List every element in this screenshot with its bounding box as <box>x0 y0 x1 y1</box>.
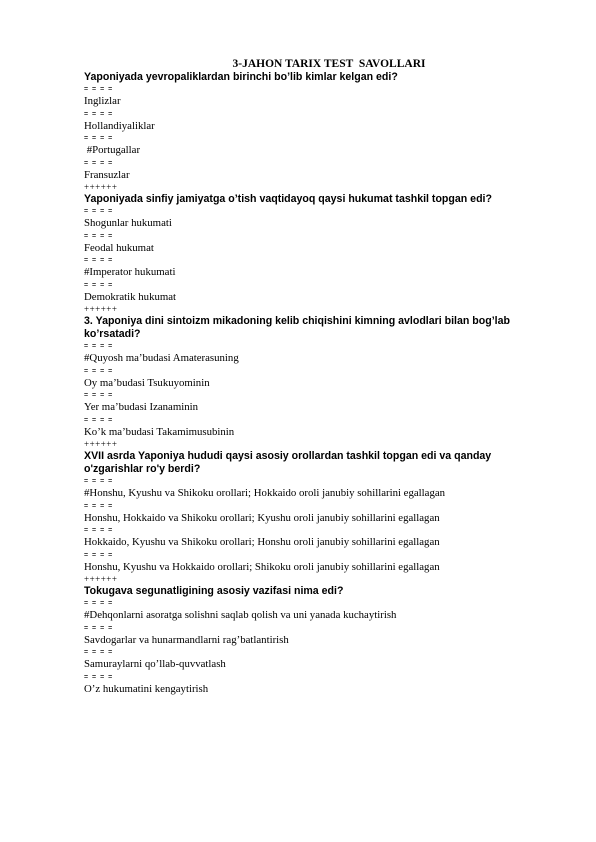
answer-separator: = = = = <box>84 478 114 485</box>
answer-option: Feodal hukumat <box>84 241 154 254</box>
answer-separator: = = = = <box>84 551 114 559</box>
question-text: Tokugava segunatligining asosiy vazifasi nima edi? <box>84 585 344 597</box>
answer-separator: = = = = <box>84 367 114 375</box>
answer-option: Honshu, Kyushu va Hokkaido orollari; Shikoku oroli janubiy sohillarini egallagan <box>84 560 440 573</box>
answer-separator: = = = = <box>84 502 114 510</box>
answer-option: Savdogarlar va hunarmandlarni rag’batlantirish <box>84 633 289 646</box>
answer-separator: = = = = <box>84 257 114 264</box>
question-text: 3. Yaponiya dini sintoizm mikadoning kelib chiqishini kimning avlodlari bilan bog’lab ko’rsatadi? <box>84 315 510 340</box>
answer-separator: = = = = <box>84 416 114 424</box>
answer-option: #Quyosh ma’budasi Amaterasuning <box>84 352 239 364</box>
answer-separator: = = = = <box>84 600 114 607</box>
question-text: Yaponiyada sinfiy jamiyatga o’tish vaqtidayoq qaysi hukumat tashkil topgan edi? <box>84 193 492 205</box>
answer-option: #Portugallar <box>84 144 141 156</box>
answer-option: #Honshu, Kyushu va Shikoku orollari; Hokkaido oroli janubiy sohillarini egallagan <box>84 487 446 499</box>
question-text: Yaponiyada yevropaliklardan birinchi bo’lib kimlar kelgan edi? <box>84 71 398 83</box>
answer-option: #Imperator hukumati <box>84 266 176 278</box>
question-list <box>84 71 534 696</box>
answer-option: #Dehqonlarni asoratga solishni saqlab qolish va uni yanada kuchaytirish <box>84 609 397 621</box>
answer-separator: = = = = <box>84 232 114 240</box>
question-end-marker: ++++++ <box>84 574 118 584</box>
answer-separator: = = = = <box>84 281 114 289</box>
answer-separator: = = = = <box>84 135 114 142</box>
answer-separator: = = = = <box>84 527 114 534</box>
answer-separator: = = = = <box>84 624 114 632</box>
answer-option: Shogunlar hukumati <box>84 217 172 229</box>
test-document <box>84 58 534 696</box>
answer-option: Honshu, Hokkaido va Shikoku orollari; Kyushu oroli janubiy sohillarini egallagan <box>84 511 440 524</box>
answer-option: Hokkaido, Kyushu va Shikoku orollari; Honshu oroli janubiy sohillarini egallagan <box>84 536 440 548</box>
answer-option: Fransuzlar <box>84 168 130 181</box>
question-end-marker: ++++++ <box>84 304 118 314</box>
answer-separator: = = = = <box>84 86 114 93</box>
question-end-marker: ++++++ <box>84 439 118 449</box>
question-text: XVII asrda Yaponiya hududi qaysi asosiy orollardan tashkil topgan edi va qanday o'zgarishlar ro'y berdi? <box>84 450 492 475</box>
answer-separator: = = = = <box>84 159 114 167</box>
answer-separator: = = = = <box>84 649 114 656</box>
question-end-marker: ++++++ <box>84 182 118 192</box>
answer-option: Demokratik hukumat <box>84 290 177 303</box>
answer-option: O’z hukumatini kengaytirish <box>84 682 209 695</box>
answer-separator: = = = = <box>84 673 114 681</box>
answer-separator: = = = = <box>84 343 114 350</box>
answer-option: Hollandiyaliklar <box>84 119 155 132</box>
document-title: 3-JAHON TARIX TEST SAVOLLARI <box>232 58 426 70</box>
answer-separator: = = = = <box>84 208 114 215</box>
answer-separator: = = = = <box>84 110 114 118</box>
answer-separator: = = = = <box>84 392 114 399</box>
answer-option: Ko’k ma’budasi Takamimusubinin <box>84 425 235 438</box>
answer-option: Inglizlar <box>84 95 121 107</box>
answer-option: Yer ma’budasi Izanaminin <box>84 401 199 413</box>
answer-option: Oy ma’budasi Tsukuyominin <box>84 376 210 389</box>
answer-option: Samuraylarni qo’llab-quvvatlash <box>84 658 226 670</box>
